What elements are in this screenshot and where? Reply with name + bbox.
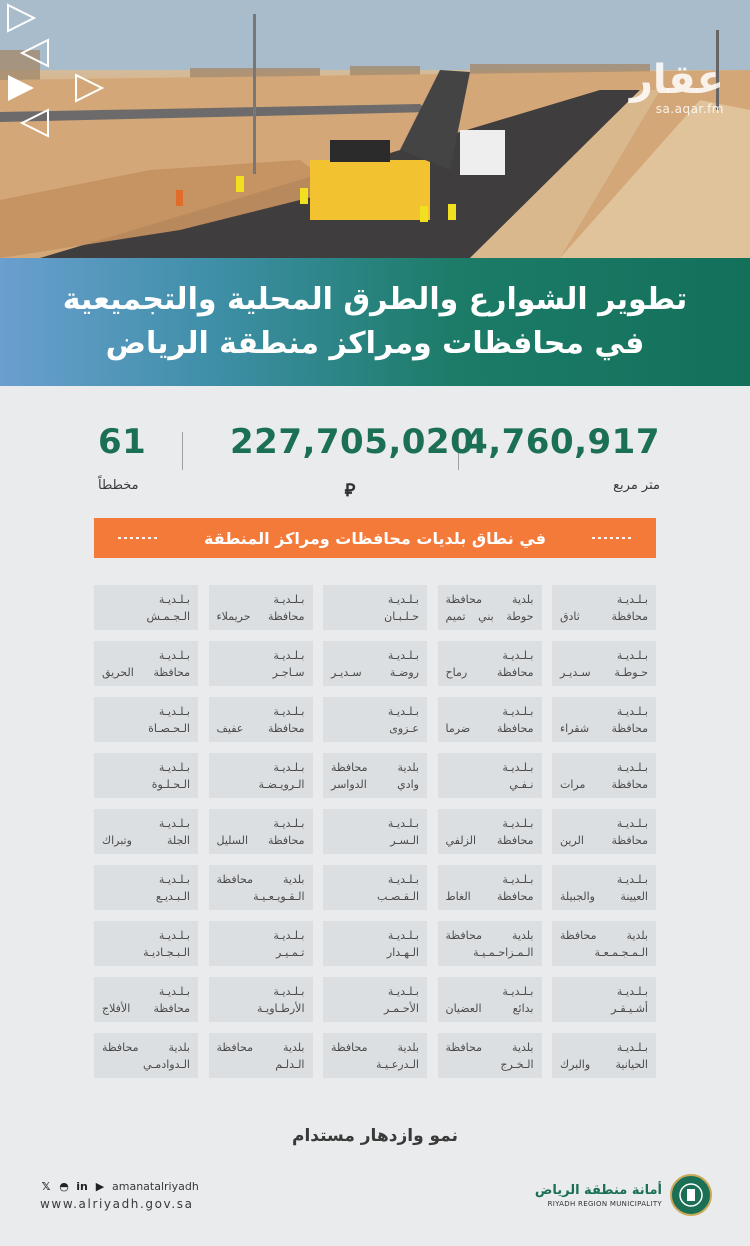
municipality-label-top: بـلـديـة xyxy=(616,648,648,662)
municipality-label-name: الـدلـم xyxy=(275,1057,305,1071)
municipality-item xyxy=(94,809,198,854)
municipalities-grid xyxy=(94,585,656,1078)
municipality-label-top: بـلـديـة xyxy=(387,704,419,718)
municipality-label-top: بـلـديـة xyxy=(387,592,419,606)
municipality-label-top: بلدية محافظة xyxy=(445,928,534,942)
municipality-label-top: بـلـديـة xyxy=(273,648,305,662)
municipality-item xyxy=(438,753,542,798)
municipality-label-top: بلدية محافظة xyxy=(560,928,648,942)
municipality-item xyxy=(323,697,427,742)
municipality-label-top: بلدية محافظة xyxy=(102,1040,190,1054)
municipality-item xyxy=(438,809,542,854)
municipality-label-name: محافظة شقراء xyxy=(560,721,648,735)
municipality-item xyxy=(323,753,427,798)
municipality-label-top: بـلـديـة xyxy=(158,928,190,942)
municipality-label-name: الـدوادمـي xyxy=(143,1057,190,1071)
municipality-label-name: وادي الدواسر xyxy=(331,777,419,791)
municipality-item xyxy=(323,641,427,686)
footer-contact xyxy=(40,1180,199,1211)
watermark-url: sa.aqar.fm xyxy=(655,102,724,116)
municipality-label-top: بـلـديـة xyxy=(502,648,534,662)
municipality-item xyxy=(552,977,656,1022)
municipality-label-top: بلدية محافظة xyxy=(216,872,305,886)
municipality-label-top: بـلـديـة xyxy=(158,648,190,662)
municipality-item xyxy=(94,921,198,966)
scope-banner xyxy=(94,518,656,558)
municipality-label-name: سـاجـر xyxy=(272,665,305,679)
riyal-symbol-icon: ⃁ xyxy=(344,480,356,501)
municipality-item xyxy=(94,977,198,1022)
social-row xyxy=(40,1180,199,1193)
municipality-label-name: الـبـجـاديـة xyxy=(143,945,190,959)
municipality-label-top: بـلـديـة xyxy=(273,928,305,942)
municipality-item xyxy=(323,1033,427,1078)
municipality-seal-icon xyxy=(670,1174,712,1216)
municipality-label-top: بـلـديـة xyxy=(616,984,648,998)
municipality-item xyxy=(438,585,542,630)
municipality-label-name: محافظة ضرما xyxy=(445,721,534,735)
title-band xyxy=(0,258,750,386)
municipality-label-top: بـلـديـة xyxy=(502,816,534,830)
stat-divider xyxy=(182,432,183,470)
youtube-icon[interactable]: ▶ xyxy=(95,1179,105,1193)
website-link[interactable]: www.alriyadh.gov.sa xyxy=(40,1197,194,1211)
stat-plans xyxy=(98,420,146,493)
municipality-label-name: الـسـر xyxy=(390,833,419,847)
municipality-item xyxy=(323,977,427,1022)
scope-banner-text: في نطاق بلديات محافظات ومراكز المنطقة xyxy=(204,528,546,548)
municipality-label-top: بـلـديـة xyxy=(387,648,419,662)
municipality-item xyxy=(94,641,198,686)
municipality-label-name: أشـيـقـر xyxy=(611,1001,648,1015)
municipality-item xyxy=(209,585,313,630)
municipality-item xyxy=(94,697,198,742)
municipality-label-name: محافظة السليل xyxy=(216,833,305,847)
slogan: نمو وازدهار مستدام xyxy=(291,1126,458,1146)
municipality-label-top: بـلـديـة xyxy=(502,704,534,718)
municipality-item xyxy=(209,809,313,854)
municipality-label-name: روضـة سـديـر xyxy=(331,665,419,679)
road-construction-illustration xyxy=(0,0,750,258)
stat-area-unit: متر مربع xyxy=(613,478,660,493)
banner-dashes-right xyxy=(592,537,632,539)
municipality-item xyxy=(438,1033,542,1078)
municipality-item xyxy=(94,865,198,910)
municipality-label-top: بـلـديـة xyxy=(158,872,190,886)
social-handle[interactable]: amanatalriyadh xyxy=(112,1180,199,1193)
hero-photo xyxy=(0,0,750,258)
municipality-label-top: بـلـديـة xyxy=(502,984,534,998)
municipality-label-name: الـمـزاحـمـيـة xyxy=(473,945,534,959)
municipality-label-top: بـلـديـة xyxy=(273,704,305,718)
municipality-item xyxy=(323,585,427,630)
municipality-label-top: بـلـديـة xyxy=(502,872,534,886)
municipality-item xyxy=(552,921,656,966)
stat-plans-value: 61 xyxy=(98,422,147,462)
municipality-item xyxy=(209,865,313,910)
municipality-label-top: بلدية محافظة xyxy=(331,1040,419,1054)
municipality-label-name: محافظة الرين xyxy=(560,833,648,847)
municipality-item xyxy=(209,921,313,966)
municipality-label-name: الـهـدار xyxy=(386,945,419,959)
municipality-item xyxy=(94,585,198,630)
municipality-label-top: بـلـديـة xyxy=(616,872,648,886)
municipality-label-top: بـلـديـة xyxy=(273,592,305,606)
municipality-label-name: محافظة رماح xyxy=(445,665,534,679)
municipality-item xyxy=(438,921,542,966)
municipality-label-name: الـدرعـيـة xyxy=(376,1057,419,1071)
municipality-label-name: محافظة حريملاء xyxy=(216,609,305,623)
banner-dashes-left xyxy=(118,537,158,539)
stats-row xyxy=(40,420,710,500)
municipality-item xyxy=(438,865,542,910)
municipality-label-top: بـلـديـة xyxy=(158,816,190,830)
stat-cost-value: 227,705,020 xyxy=(230,422,475,462)
municipality-label-name: حـلـبـان xyxy=(384,609,419,623)
municipality-item xyxy=(209,1033,313,1078)
stat-area xyxy=(464,420,660,493)
municipality-label-top: بلدية محافظة xyxy=(331,760,419,774)
play-arrows-decoration xyxy=(0,0,110,150)
municipality-label-top: بـلـديـة xyxy=(387,984,419,998)
municipality-label-name: الحيانية والبرك xyxy=(560,1057,648,1071)
municipality-item xyxy=(552,697,656,742)
municipality-label-top: بـلـديـة xyxy=(158,984,190,998)
municipality-label-name: محافظة مرات xyxy=(560,777,648,791)
municipality-label-top: بـلـديـة xyxy=(616,1040,648,1054)
municipality-label-name: محافظة ثادق xyxy=(560,609,648,623)
municipality-item xyxy=(552,641,656,686)
stat-plans-unit: مخططاً xyxy=(98,478,139,493)
municipality-label-top: بـلـديـة xyxy=(387,872,419,886)
municipality-label-name: الـجـمـش xyxy=(146,609,190,623)
snapchat-icon[interactable]: ◓ xyxy=(59,1179,69,1193)
municipality-item xyxy=(94,753,198,798)
org-name-en: RIYADH REGION MUNICIPALITY xyxy=(547,1199,662,1208)
municipality-label-top: بـلـديـة xyxy=(158,760,190,774)
municipality-label-name: حوطة بني تميم xyxy=(445,609,534,623)
municipality-label-top: بـلـديـة xyxy=(616,760,648,774)
municipality-label-name: الـبـديـع xyxy=(155,889,190,903)
municipality-label-top: بلدية محافظة xyxy=(216,1040,305,1054)
municipality-item xyxy=(209,697,313,742)
x-icon[interactable]: 𝕏 xyxy=(41,1179,51,1193)
municipality-label-name: محافظة الزلفي xyxy=(445,833,534,847)
page-title-line-2: في محافظات ومراكز منطقة الرياض xyxy=(105,326,645,361)
municipality-label-name: الـرويـضـة xyxy=(258,777,305,791)
municipality-label-name: الـقـويـعـيـة xyxy=(253,889,305,903)
municipality-item xyxy=(209,977,313,1022)
municipality-label-top: بـلـديـة xyxy=(158,704,190,718)
municipality-label-top: بـلـديـة xyxy=(387,816,419,830)
stat-cost xyxy=(230,420,475,501)
municipality-label-name: الـخـرج xyxy=(500,1057,534,1071)
municipality-label-name: حـوطـة سـديـر xyxy=(560,665,648,679)
municipality-item xyxy=(552,865,656,910)
municipality-label-top: بـلـديـة xyxy=(387,928,419,942)
org-name-ar: أمانة منطقة الرياض xyxy=(534,1182,662,1198)
municipality-label-top: بـلـديـة xyxy=(273,816,305,830)
municipality-label-name: الجلة وتبراك xyxy=(102,833,190,847)
municipality-label-name: نـفـي xyxy=(509,777,534,791)
municipality-label-top: بـلـديـة xyxy=(616,704,648,718)
municipality-label-name: محافظة عفيف xyxy=(216,721,305,735)
municipality-item xyxy=(438,697,542,742)
municipality-label-top: بـلـديـة xyxy=(273,984,305,998)
municipality-item xyxy=(552,1033,656,1078)
municipality-item xyxy=(94,1033,198,1078)
page-title-line-1: تطوير الشوارع والطرق المحلية والتجميعية xyxy=(62,282,688,317)
municipality-label-name: تـمـيـر xyxy=(276,945,305,959)
municipality-label-name: الـمـجـمـعـة xyxy=(594,945,648,959)
municipality-label-name: محافظة الأفلاج xyxy=(102,1001,190,1015)
watermark-name: عقار xyxy=(629,57,724,103)
municipality-item xyxy=(552,753,656,798)
org-logo xyxy=(535,1174,712,1216)
municipality-item xyxy=(209,753,313,798)
municipality-item xyxy=(552,809,656,854)
municipality-label-top: بلدية محافظة xyxy=(445,592,534,606)
municipality-label-top: بـلـديـة xyxy=(502,760,534,774)
municipality-label-name: الـحـصـاة xyxy=(148,721,190,735)
municipality-label-name: الأحـمـر xyxy=(383,1001,419,1015)
municipality-label-name: الأرطـاويـة xyxy=(257,1001,305,1015)
watermark xyxy=(630,58,724,116)
municipality-item xyxy=(209,641,313,686)
stat-area-value: 4,760,917 xyxy=(464,422,660,462)
municipality-label-name: عـزوى xyxy=(389,721,419,735)
municipality-label-name: العيينة والجبيلة xyxy=(560,889,648,903)
municipality-label-name: بدائع العضيان xyxy=(445,1001,534,1015)
linkedin-icon[interactable]: in xyxy=(76,1179,88,1193)
municipality-item xyxy=(323,865,427,910)
municipality-label-top: بـلـديـة xyxy=(273,760,305,774)
municipality-label-name: الـحـلـوة xyxy=(151,777,190,791)
municipality-label-top: بـلـديـة xyxy=(158,592,190,606)
municipality-label-top: بـلـديـة xyxy=(616,592,648,606)
municipality-item xyxy=(323,921,427,966)
municipality-item xyxy=(323,809,427,854)
municipality-label-name: محافظة الغاط xyxy=(445,889,534,903)
municipality-label-top: بـلـديـة xyxy=(616,816,648,830)
municipality-label-name: محافظة الحريق xyxy=(102,665,190,679)
municipality-item xyxy=(438,977,542,1022)
municipality-label-name: الـقـصـب xyxy=(377,889,419,903)
municipality-item xyxy=(438,641,542,686)
municipality-label-top: بلدية محافظة xyxy=(445,1040,534,1054)
municipality-item xyxy=(552,585,656,630)
org-name xyxy=(535,1183,662,1208)
